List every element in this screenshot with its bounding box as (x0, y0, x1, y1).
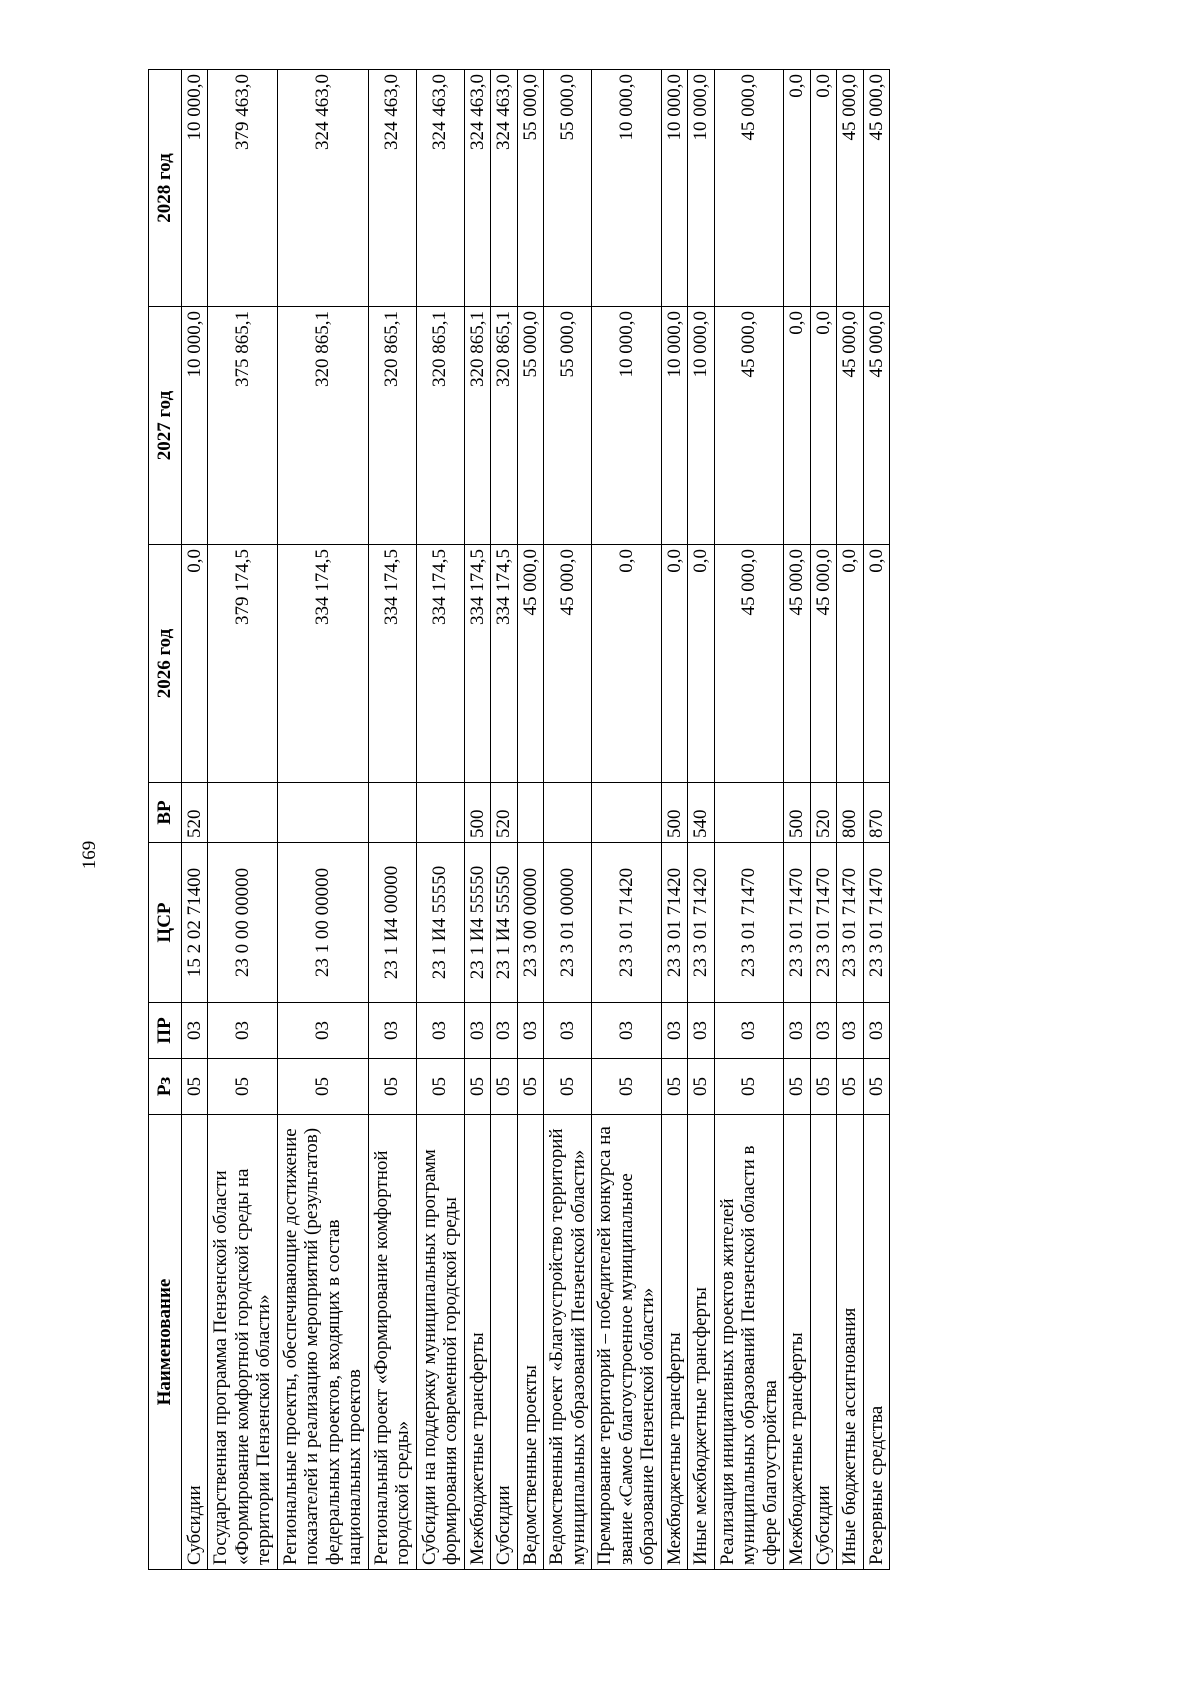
budget-table (148, 69, 890, 1570)
cell-vr: 870 (863, 783, 890, 843)
cell-name: Премирование территорий – победителей конкурса на звание «Самое благоустроенное муниципальное образование Пензенской области» (592, 1115, 662, 1570)
cell-rz: 05 (464, 1059, 491, 1115)
cell-2028: 55 000,0 (544, 70, 592, 307)
cell-csr: 23 3 01 71470 (837, 843, 864, 1003)
cell-name: Реализация инициативных проектов жителей муниципальных образований Пензенской области в сфере благоустройства (714, 1115, 784, 1570)
cell-2028: 324 463,0 (491, 70, 518, 307)
cell-2028: 379 463,0 (208, 70, 278, 307)
cell-vr (208, 783, 278, 843)
cell-pr: 03 (208, 1003, 278, 1059)
cell-csr: 23 3 01 71420 (688, 843, 715, 1003)
rotated-table-container (148, 70, 1008, 1570)
cell-2026: 379 174,5 (208, 545, 278, 783)
cell-2028: 324 463,0 (277, 70, 368, 307)
cell-pr: 03 (810, 1003, 837, 1059)
cell-vr (592, 783, 662, 843)
table-row (208, 70, 278, 1570)
cell-2026: 45 000,0 (714, 545, 784, 783)
cell-csr: 23 3 01 71470 (863, 843, 890, 1003)
cell-2026: 45 000,0 (544, 545, 592, 783)
cell-name: Резервные средства (863, 1115, 890, 1570)
cell-2026: 45 000,0 (784, 545, 811, 783)
cell-2027: 0,0 (784, 307, 811, 545)
cell-pr: 03 (688, 1003, 715, 1059)
cell-2028: 0,0 (784, 70, 811, 307)
cell-2027: 45 000,0 (837, 307, 864, 545)
cell-pr: 03 (517, 1003, 544, 1059)
cell-vr (714, 783, 784, 843)
table-row (491, 70, 518, 1570)
cell-pr: 03 (544, 1003, 592, 1059)
cell-pr: 03 (714, 1003, 784, 1059)
cell-2027: 45 000,0 (714, 307, 784, 545)
cell-name: Ведомственные проекты (517, 1115, 544, 1570)
table-header-row (149, 70, 182, 1570)
cell-2028: 324 463,0 (368, 70, 416, 307)
cell-2026: 334 174,5 (277, 545, 368, 783)
header-pr: ПР (149, 1003, 182, 1059)
cell-vr (416, 783, 464, 843)
cell-name: Межбюджетные трансферты (784, 1115, 811, 1570)
cell-csr: 23 1 И4 55550 (416, 843, 464, 1003)
table-row (784, 70, 811, 1570)
cell-pr: 03 (464, 1003, 491, 1059)
cell-2026: 0,0 (863, 545, 890, 783)
cell-rz: 05 (863, 1059, 890, 1115)
table-row (714, 70, 784, 1570)
cell-pr: 03 (863, 1003, 890, 1059)
cell-csr: 23 1 00 00000 (277, 843, 368, 1003)
cell-name: Межбюджетные трансферты (464, 1115, 491, 1570)
cell-vr (368, 783, 416, 843)
table-row (517, 70, 544, 1570)
cell-2026: 334 174,5 (464, 545, 491, 783)
header-2026: 2026 год (149, 545, 182, 783)
cell-2027: 320 865,1 (416, 307, 464, 545)
cell-vr (517, 783, 544, 843)
cell-rz: 05 (784, 1059, 811, 1115)
cell-2028: 55 000,0 (517, 70, 544, 307)
cell-name: Иные бюджетные ассигнования (837, 1115, 864, 1570)
cell-csr: 23 0 00 00000 (208, 843, 278, 1003)
cell-2028: 45 000,0 (863, 70, 890, 307)
cell-name: Субсидии на поддержку муниципальных программ формирования современной городской среды (416, 1115, 464, 1570)
cell-rz: 05 (277, 1059, 368, 1115)
cell-name: Субсидии (810, 1115, 837, 1570)
cell-2026: 334 174,5 (491, 545, 518, 783)
table-row (837, 70, 864, 1570)
table-row (863, 70, 890, 1570)
cell-2027: 10 000,0 (661, 307, 688, 545)
cell-2026: 45 000,0 (517, 545, 544, 783)
cell-2027: 10 000,0 (592, 307, 662, 545)
cell-vr: 500 (661, 783, 688, 843)
cell-rz: 05 (688, 1059, 715, 1115)
cell-vr (277, 783, 368, 843)
cell-csr: 23 3 01 71420 (661, 843, 688, 1003)
table-row (416, 70, 464, 1570)
cell-csr: 23 3 01 71470 (784, 843, 811, 1003)
table-row (592, 70, 662, 1570)
cell-vr: 500 (784, 783, 811, 843)
cell-vr: 520 (491, 783, 518, 843)
cell-2027: 55 000,0 (517, 307, 544, 545)
cell-2026: 334 174,5 (368, 545, 416, 783)
cell-2028: 10 000,0 (688, 70, 715, 307)
cell-rz: 05 (544, 1059, 592, 1115)
cell-csr: 23 3 01 00000 (544, 843, 592, 1003)
cell-2028: 45 000,0 (837, 70, 864, 307)
cell-vr: 540 (688, 783, 715, 843)
cell-vr: 520 (181, 783, 208, 843)
cell-pr: 03 (181, 1003, 208, 1059)
table-body (181, 70, 890, 1570)
header-csr: ЦСР (149, 843, 182, 1003)
cell-2027: 55 000,0 (544, 307, 592, 545)
cell-pr: 03 (277, 1003, 368, 1059)
cell-2026: 0,0 (181, 545, 208, 783)
cell-2028: 10 000,0 (661, 70, 688, 307)
cell-2028: 10 000,0 (181, 70, 208, 307)
cell-2026: 334 174,5 (416, 545, 464, 783)
cell-2027: 10 000,0 (688, 307, 715, 545)
cell-2028: 324 463,0 (464, 70, 491, 307)
cell-2026: 0,0 (688, 545, 715, 783)
cell-name: Региональный проект «Формирование комфортной городской среды» (368, 1115, 416, 1570)
cell-rz: 05 (491, 1059, 518, 1115)
cell-vr: 800 (837, 783, 864, 843)
cell-rz: 05 (810, 1059, 837, 1115)
cell-csr: 23 1 И4 00000 (368, 843, 416, 1003)
table-row (464, 70, 491, 1570)
cell-pr: 03 (661, 1003, 688, 1059)
cell-2026: 0,0 (592, 545, 662, 783)
cell-name: Субсидии (491, 1115, 518, 1570)
cell-name: Ведомственный проект «Благоустройство территорий муниципальных образований Пензенской области» (544, 1115, 592, 1570)
cell-rz: 05 (592, 1059, 662, 1115)
cell-pr: 03 (368, 1003, 416, 1059)
table-row (810, 70, 837, 1570)
cell-rz: 05 (517, 1059, 544, 1115)
cell-name: Межбюджетные трансферты (661, 1115, 688, 1570)
cell-2027: 10 000,0 (181, 307, 208, 545)
cell-name: Субсидии (181, 1115, 208, 1570)
cell-rz: 05 (416, 1059, 464, 1115)
table-row (544, 70, 592, 1570)
cell-rz: 05 (714, 1059, 784, 1115)
cell-rz: 05 (661, 1059, 688, 1115)
cell-pr: 03 (491, 1003, 518, 1059)
cell-2028: 0,0 (810, 70, 837, 307)
cell-2027: 320 865,1 (368, 307, 416, 545)
cell-csr: 23 3 01 71470 (810, 843, 837, 1003)
page-number: 169 (79, 840, 100, 870)
cell-2026: 45 000,0 (810, 545, 837, 783)
table-row (368, 70, 416, 1570)
cell-name: Региональные проекты, обеспечивающие достижение показателей и реализацию мероприятий (результатов) федеральных проектов, входящих в состав национальных проектов (277, 1115, 368, 1570)
cell-csr: 23 3 00 00000 (517, 843, 544, 1003)
cell-2027: 320 865,1 (491, 307, 518, 545)
cell-2027: 375 865,1 (208, 307, 278, 545)
cell-csr: 23 1 И4 55550 (464, 843, 491, 1003)
cell-2026: 0,0 (661, 545, 688, 783)
cell-csr: 15 2 02 71400 (181, 843, 208, 1003)
cell-2027: 320 865,1 (277, 307, 368, 545)
cell-2028: 45 000,0 (714, 70, 784, 307)
cell-csr: 23 3 01 71470 (714, 843, 784, 1003)
header-rz: Рз (149, 1059, 182, 1115)
cell-vr: 520 (810, 783, 837, 843)
cell-name: Иные межбюджетные трансферты (688, 1115, 715, 1570)
table-row (661, 70, 688, 1570)
cell-vr: 500 (464, 783, 491, 843)
cell-2027: 45 000,0 (863, 307, 890, 545)
cell-rz: 05 (837, 1059, 864, 1115)
cell-2027: 320 865,1 (464, 307, 491, 545)
cell-pr: 03 (784, 1003, 811, 1059)
cell-2028: 10 000,0 (592, 70, 662, 307)
cell-2026: 0,0 (837, 545, 864, 783)
cell-csr: 23 1 И4 55550 (491, 843, 518, 1003)
cell-rz: 05 (368, 1059, 416, 1115)
table-row (688, 70, 715, 1570)
header-2028: 2028 год (149, 70, 182, 307)
table-row (277, 70, 368, 1570)
cell-vr (544, 783, 592, 843)
cell-pr: 03 (416, 1003, 464, 1059)
cell-rz: 05 (181, 1059, 208, 1115)
cell-name: Государственная программа Пензенской области «Формирование комфортной городской среды на территории Пензенской области» (208, 1115, 278, 1570)
cell-pr: 03 (837, 1003, 864, 1059)
cell-2028: 324 463,0 (416, 70, 464, 307)
cell-pr: 03 (592, 1003, 662, 1059)
table-row (181, 70, 208, 1570)
header-vr: ВР (149, 783, 182, 843)
cell-csr: 23 3 01 71420 (592, 843, 662, 1003)
cell-rz: 05 (208, 1059, 278, 1115)
header-2027: 2027 год (149, 307, 182, 545)
cell-2027: 0,0 (810, 307, 837, 545)
header-name: Наименование (149, 1115, 182, 1570)
